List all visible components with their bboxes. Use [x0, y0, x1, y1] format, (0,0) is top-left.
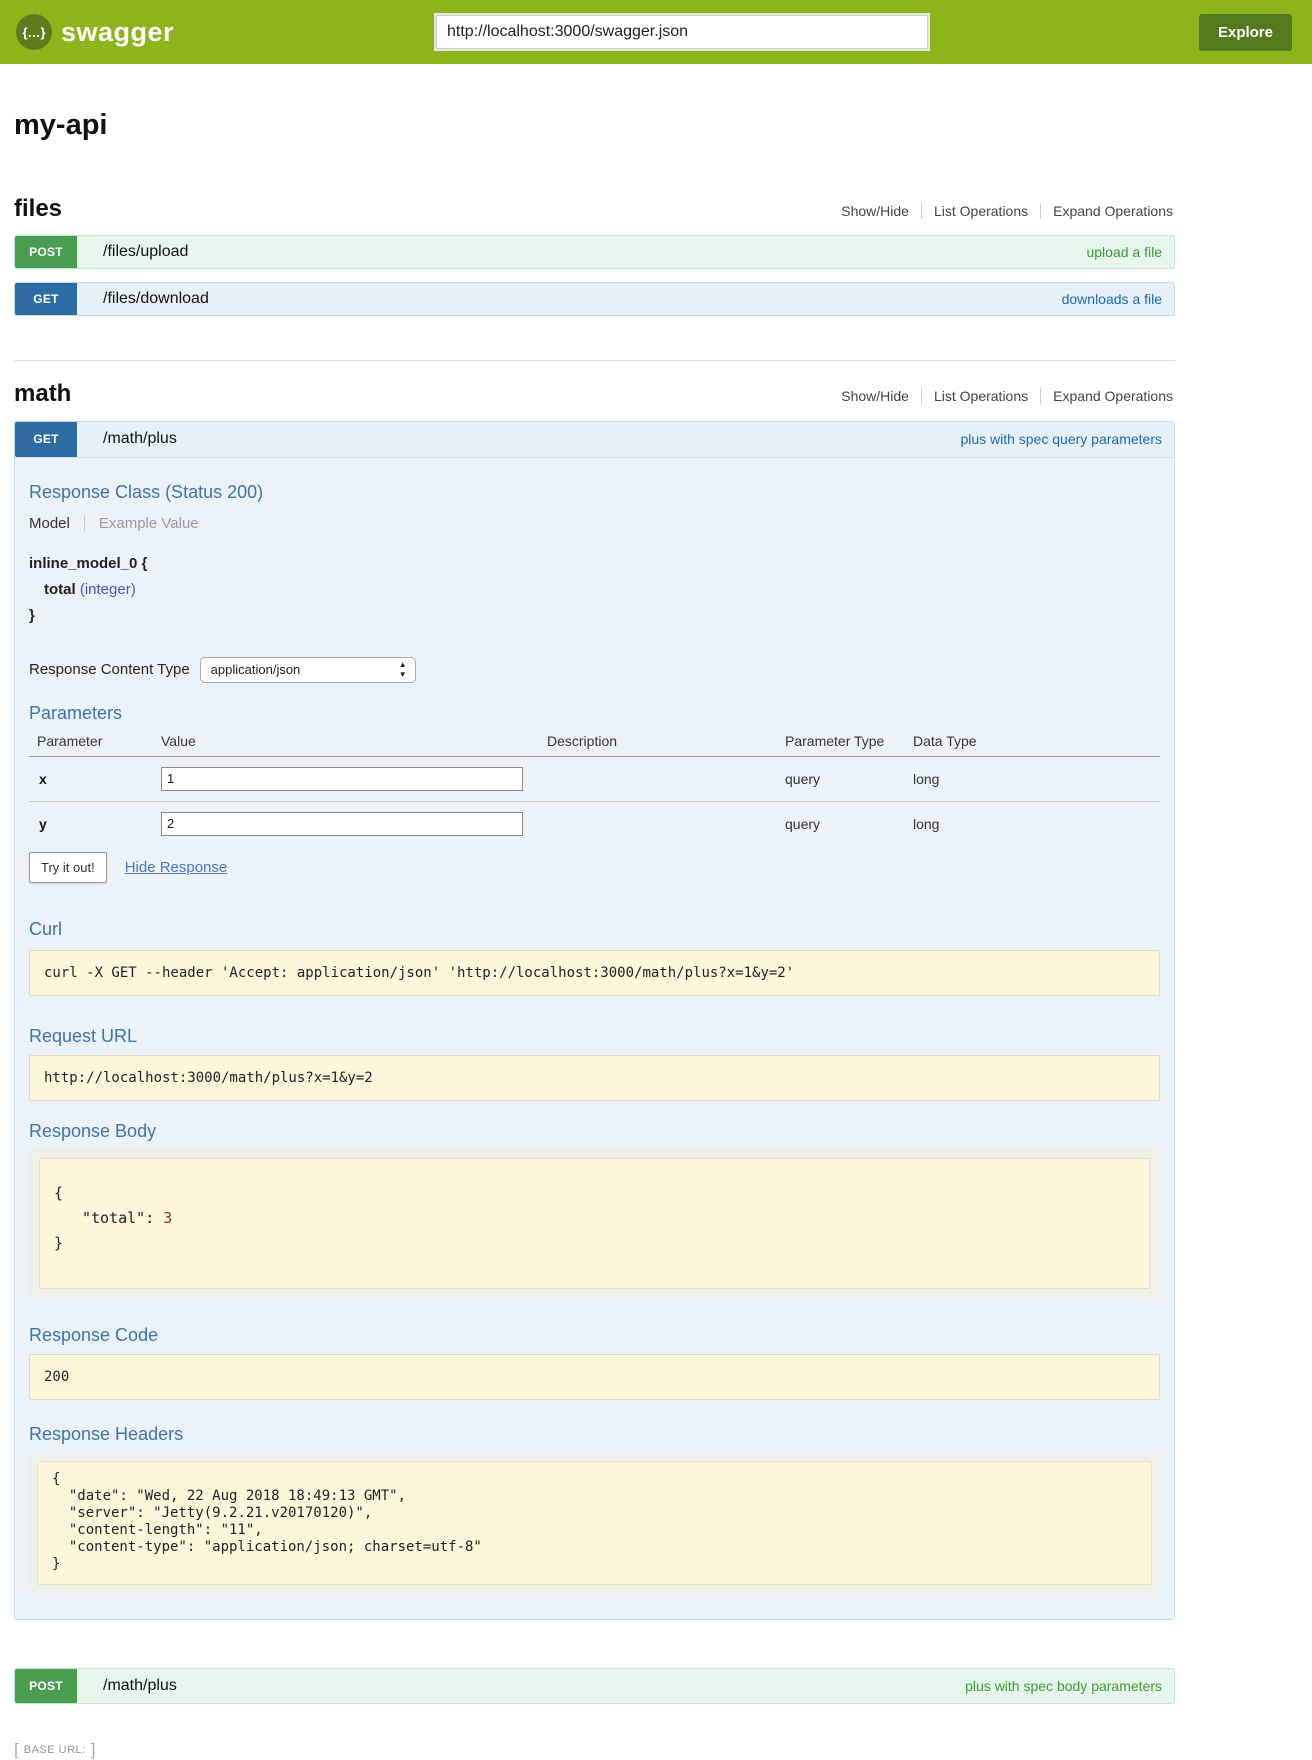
select-arrows-icon: ▲ ▼: [398, 659, 407, 679]
response-headers-line: "content-length": "11",: [52, 1521, 263, 1538]
response-content-type-select[interactable]: [200, 657, 416, 683]
param-name-y: y: [39, 815, 47, 832]
param-y-type: query: [785, 815, 821, 832]
post-method-badge[interactable]: POST: [15, 236, 77, 268]
op-row-files-upload[interactable]: [14, 235, 1175, 269]
op-row-math-plus-post[interactable]: [14, 1668, 1175, 1704]
op-summary-math-plus-get[interactable]: plus with spec query parameters: [960, 431, 1162, 448]
request-url-heading: Request URL: [29, 1025, 138, 1046]
col-header-data-type: Data Type: [905, 728, 1160, 757]
base-url-footer: [14, 1740, 1312, 1760]
model-close-line: }: [29, 606, 35, 624]
parameters-table: [29, 728, 1160, 846]
parameters-heading: Parameters: [29, 702, 123, 723]
section-divider: [14, 360, 1175, 361]
param-y-description: [539, 801, 777, 846]
request-url-block: http://localhost:3000/math/plus?x=1&y=2: [29, 1055, 1160, 1101]
param-name-x: x: [29, 756, 153, 801]
files-list-operations-link[interactable]: List Operations: [921, 203, 1040, 219]
math-section-controls: [829, 388, 1175, 404]
hide-response-link[interactable]: Hide Response: [124, 858, 228, 876]
model-property-type: (integer): [79, 580, 136, 598]
response-body-heading: Response Body: [29, 1120, 157, 1141]
tab-example-value[interactable]: Example Value: [84, 515, 213, 532]
op-summary-files-download[interactable]: downloads a file: [1061, 291, 1162, 308]
response-headers-line: "content-type": "application/json; charset=utf-8": [52, 1538, 482, 1555]
op-content-math-plus-get: [15, 458, 1174, 1619]
base-url-open-bracket: [: [14, 1739, 19, 1759]
response-class-tabs: [29, 511, 1160, 537]
brand-title: swagger: [61, 16, 175, 47]
param-x-data-type: long: [905, 756, 1160, 801]
model-open-line: inline_model_0 {: [29, 554, 148, 572]
math-section-title: math: [14, 380, 72, 408]
param-y-data-type: long: [913, 815, 940, 832]
col-header-parameter-type: Parameter Type: [777, 728, 905, 757]
swagger-logo-icon: {…}: [16, 14, 52, 50]
col-header-description: Description: [539, 728, 777, 757]
response-body-value: 3: [163, 1208, 173, 1227]
files-section-title: files: [14, 195, 63, 222]
response-body-wrapper: [29, 1148, 1160, 1299]
math-list-operations-link[interactable]: List Operations: [921, 388, 1040, 404]
response-headers-line: {: [52, 1470, 61, 1487]
base-url-label: BASE URL:: [23, 1743, 86, 1756]
response-body-close-brace: }: [54, 1233, 64, 1252]
files-section-controls: [829, 203, 1175, 219]
response-headers-line: }: [52, 1555, 61, 1572]
op-summary-math-plus-post[interactable]: plus with spec body parameters: [965, 1677, 1162, 1694]
op-path-math-plus-post[interactable]: /math/plus: [103, 1676, 177, 1694]
try-it-out-row: [29, 852, 1160, 883]
response-content-type-value: application/json: [210, 662, 301, 678]
files-show-hide-link[interactable]: Show/Hide: [841, 203, 909, 219]
response-headers-line: "server": "Jetty(9.2.21.v20170120)",: [52, 1504, 373, 1521]
post-method-badge[interactable]: POST: [15, 1669, 77, 1703]
response-body-total-line: [54, 1206, 1135, 1231]
math-show-hide-link[interactable]: Show/Hide: [841, 388, 909, 405]
response-body-open-brace: {: [54, 1183, 64, 1202]
parameter-row-y: [29, 801, 1160, 846]
files-section-header: [14, 196, 1175, 222]
curl-heading: Curl: [29, 918, 63, 939]
parameter-row-x: [29, 756, 1160, 801]
get-method-badge[interactable]: GET: [15, 283, 77, 315]
model-property-line: [29, 577, 1160, 603]
response-headers-wrapper: [29, 1453, 1160, 1593]
get-method-badge[interactable]: GET: [15, 422, 77, 457]
response-body-block: [39, 1158, 1150, 1289]
op-row-files-download[interactable]: [14, 282, 1175, 316]
op-row-math-plus-get[interactable]: [15, 422, 1174, 458]
math-expand-operations-link[interactable]: Expand Operations: [1040, 388, 1175, 404]
explore-button[interactable]: Explore: [1199, 14, 1292, 51]
param-x-type: query: [777, 756, 905, 801]
swagger-logo[interactable]: [16, 14, 436, 50]
param-x-description: [539, 756, 777, 801]
spec-url-input[interactable]: [436, 15, 928, 49]
files-expand-operations-link[interactable]: Expand Operations: [1040, 203, 1175, 219]
parameters-table-header-row: [29, 728, 1160, 757]
response-headers-line: "date": "Wed, 22 Aug 2018 18:49:13 GMT",: [52, 1487, 407, 1504]
response-content-type-row: [29, 655, 1160, 685]
tab-model[interactable]: Model: [29, 515, 70, 533]
page-title: my-api: [14, 109, 108, 141]
param-y-input[interactable]: [161, 812, 523, 836]
response-code-heading: Response Code: [29, 1324, 159, 1345]
response-headers-heading: Response Headers: [29, 1423, 184, 1444]
response-code-block: 200: [29, 1354, 1160, 1400]
curl-command-block: curl -X GET --header 'Accept: application/json' 'http://localhost:3000/math/plus?x=1&y=2': [29, 950, 1160, 996]
model-signature: [29, 551, 1160, 629]
try-it-out-button[interactable]: Try it out!: [29, 852, 107, 883]
math-section-header: [14, 381, 1175, 407]
op-path-math-plus-get[interactable]: /math/plus: [103, 430, 177, 448]
op-path-files-upload[interactable]: /files/upload: [103, 243, 189, 261]
response-body-key: "total":: [82, 1208, 155, 1227]
response-class-heading: Response Class (Status 200): [29, 481, 264, 502]
op-panel-math-plus-get: [14, 421, 1175, 1620]
base-url-close-bracket: ]: [90, 1739, 96, 1759]
response-content-type-label: Response Content Type: [29, 661, 190, 679]
col-header-value: Value: [153, 728, 539, 757]
col-header-parameter: Parameter: [29, 728, 153, 757]
op-path-files-download[interactable]: /files/download: [103, 290, 209, 308]
param-x-input[interactable]: [161, 767, 523, 791]
top-bar: [0, 0, 1312, 64]
main-content: [14, 64, 1175, 1704]
op-summary-files-upload[interactable]: upload a file: [1086, 244, 1162, 261]
model-property-name: total: [44, 580, 76, 598]
response-headers-block: [37, 1461, 1152, 1585]
